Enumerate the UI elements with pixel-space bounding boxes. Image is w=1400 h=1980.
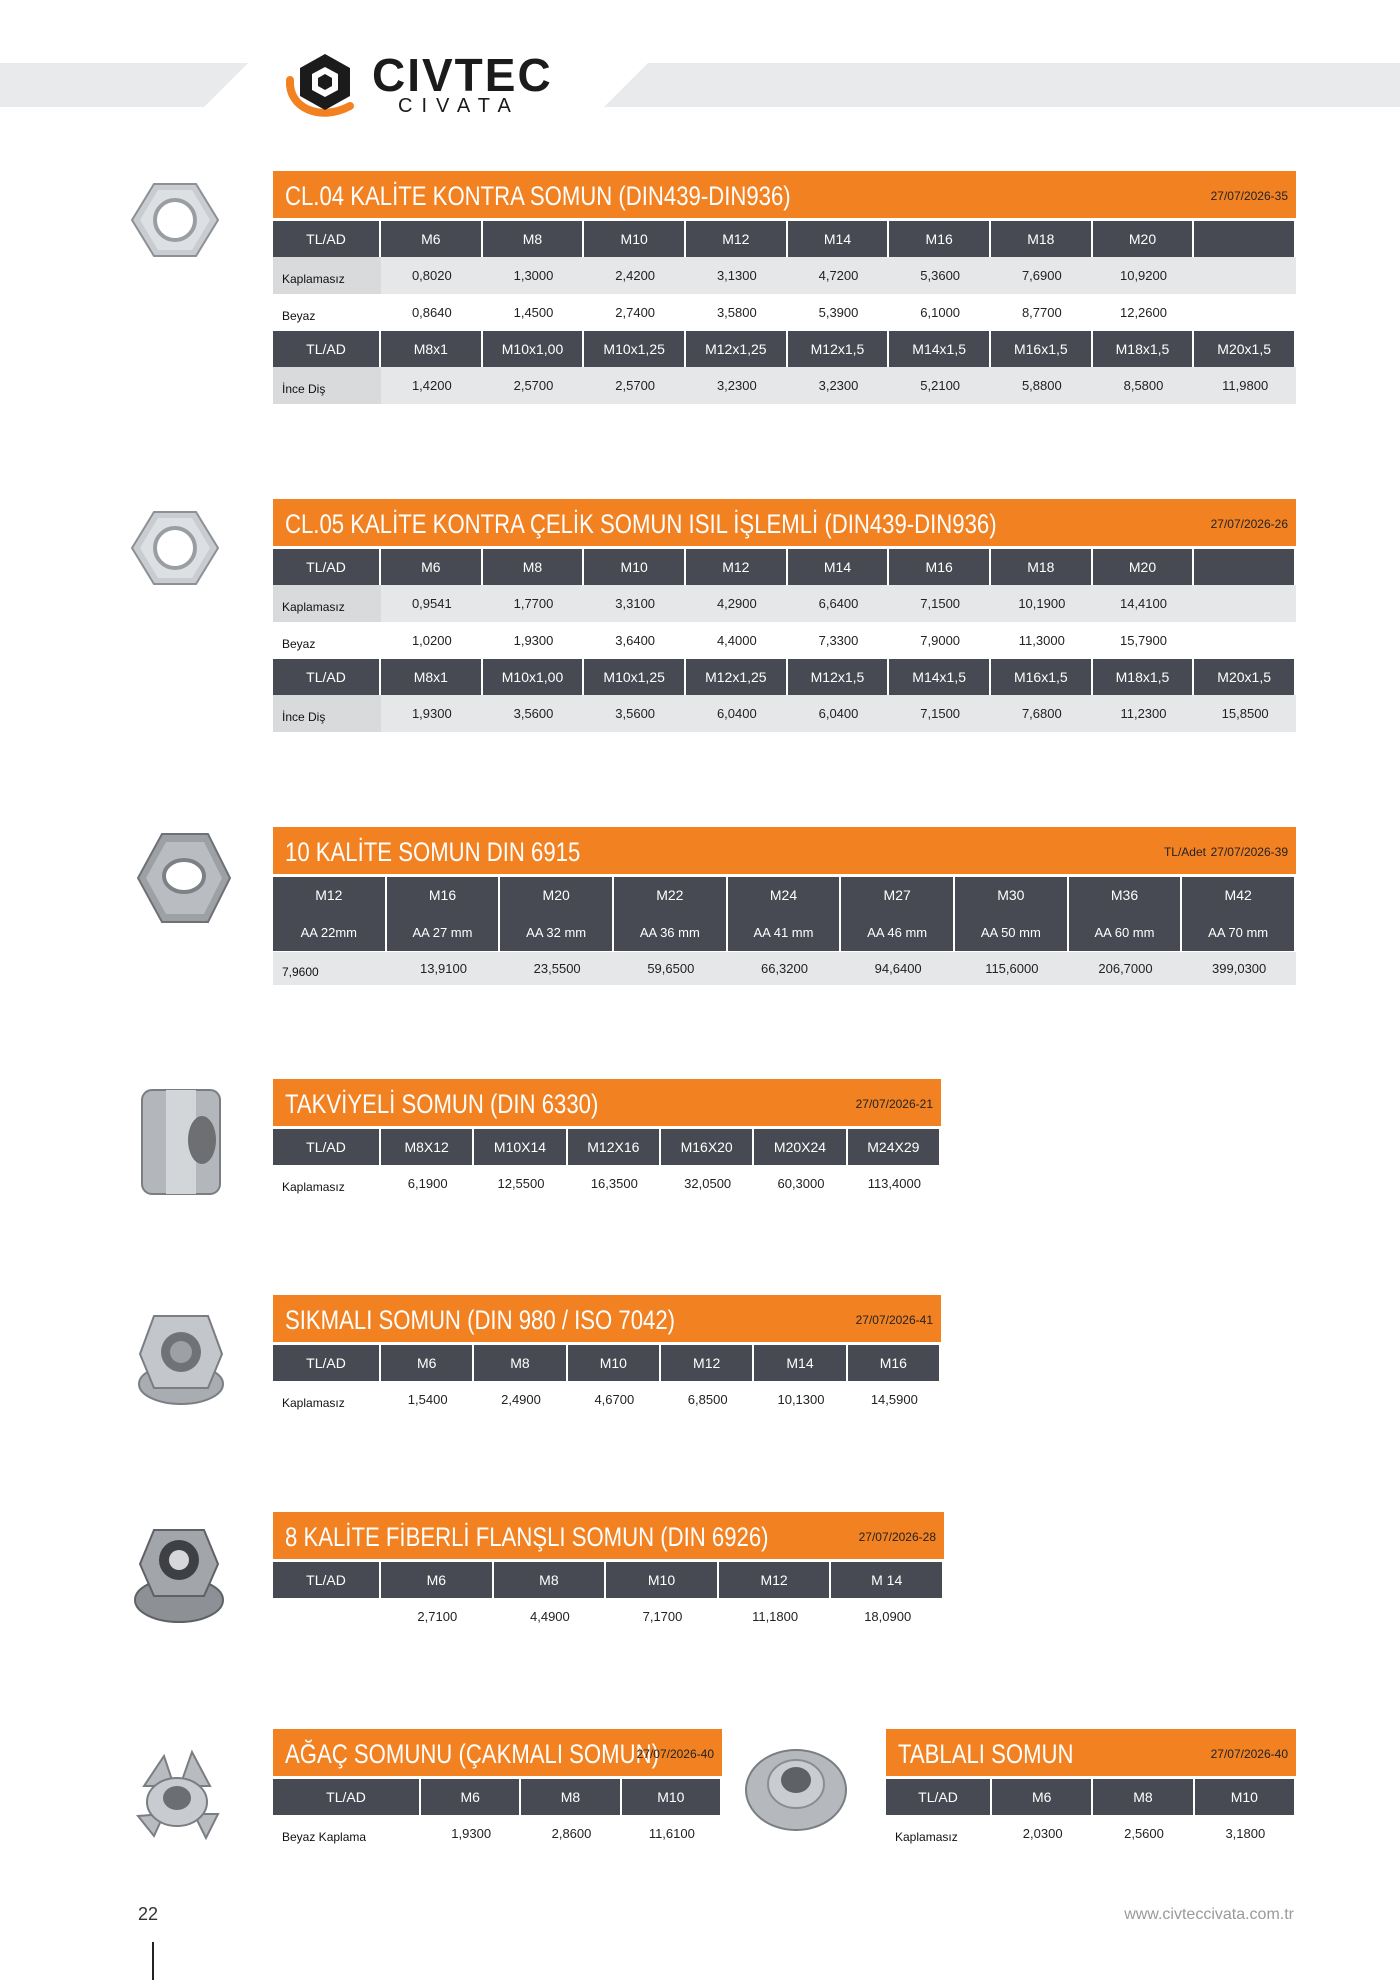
table-header-cell xyxy=(1194,221,1296,257)
row-label: Beyaz Kaplama xyxy=(282,1829,367,1844)
table-header-cell: TL/AD xyxy=(273,1129,381,1165)
price-cell: 18,0900 xyxy=(864,1609,912,1624)
page-number: 22 xyxy=(138,1904,159,1924)
table-header-cell: M12X16 xyxy=(568,1129,661,1165)
price-cell: 6,0400 xyxy=(686,695,788,732)
section-banner xyxy=(273,1295,941,1345)
price-cell: 32,0500 xyxy=(684,1176,732,1191)
header-stripe-left xyxy=(0,63,248,107)
price-cell: 0,8020 xyxy=(381,257,483,294)
row-label: Kaplamasız xyxy=(282,1179,345,1194)
price-cell: 206,7000 xyxy=(1069,951,1183,985)
table-header-cell: M12x1,5 xyxy=(788,659,890,695)
table-header-cell: M6 xyxy=(381,221,483,257)
price-table xyxy=(273,1779,722,1852)
table-header-cell: M8 xyxy=(483,221,585,257)
hex-nut-icon xyxy=(134,828,234,928)
price-cell: 1,3000 xyxy=(483,257,585,294)
logo-icon xyxy=(280,50,370,122)
table-header-cell: M8 xyxy=(494,1562,607,1598)
price-cell: 1,4500 xyxy=(513,305,554,320)
table-header-cell: M18x1,5 xyxy=(1093,659,1195,695)
section-title: TABLALI SOMUN xyxy=(898,1739,1074,1769)
section-cl05-kontra-celik-somun xyxy=(273,499,1296,732)
table-header-cell: M10 xyxy=(584,221,686,257)
table-header-cell: M8 xyxy=(521,1779,621,1815)
table-header-cell: M10x1,25 xyxy=(584,331,686,367)
table-header-cell: M8 xyxy=(483,549,585,585)
price-cell: 60,3000 xyxy=(777,1176,825,1191)
table-header-cell: TL/AD xyxy=(273,1345,381,1381)
price-cell: 7,3300 xyxy=(818,633,859,648)
price-cell: 15,8500 xyxy=(1194,695,1296,732)
table-header-cell: M6 xyxy=(992,1779,1093,1815)
price-cell: 7,9000 xyxy=(920,633,961,648)
price-cell: 3,6400 xyxy=(615,633,656,648)
section-cl04-kontra-somun xyxy=(273,171,1296,404)
table-header-cell: M12x1,25 xyxy=(686,331,788,367)
table-header-cell: TL/AD xyxy=(273,659,381,695)
nylon-flange-nut-icon xyxy=(134,1516,224,1628)
footer-divider xyxy=(152,1942,154,1980)
plate-nut-icon xyxy=(744,1740,848,1832)
row-label: Kaplamasız xyxy=(273,585,381,622)
price-cell xyxy=(1194,585,1296,622)
price-cell: 15,7900 xyxy=(1119,633,1167,648)
table-header-cell: M10x1,00 xyxy=(483,659,585,695)
website-link[interactable]: www.civteccivata.com.tr xyxy=(1124,1906,1294,1923)
table-header-cell: M12 xyxy=(273,877,387,913)
price-cell: 7,6800 xyxy=(991,695,1093,732)
table-header-cell: M14x1,5 xyxy=(889,331,991,367)
table-header-cell: M16x1,5 xyxy=(991,659,1093,695)
table-header-cell: TL/AD xyxy=(273,331,381,367)
table-header-cell: M12 xyxy=(719,1562,832,1598)
table-header-cell: M20 xyxy=(500,877,614,913)
price-cell: 4,4900 xyxy=(530,1609,570,1624)
price-cell: 5,8800 xyxy=(991,367,1093,404)
price-cell: 3,2300 xyxy=(788,367,890,404)
price-cell: 10,1900 xyxy=(991,585,1093,622)
table-header-cell: TL/AD xyxy=(273,1779,421,1815)
price-cell: 66,3200 xyxy=(728,951,842,985)
price-cell: 1,7700 xyxy=(483,585,585,622)
table-header-cell xyxy=(1194,549,1296,585)
price-cell: 2,4200 xyxy=(584,257,686,294)
price-cell: 59,6500 xyxy=(614,951,728,985)
table-header-cell: AA 27 mm xyxy=(387,913,501,951)
price-cell: 1,9300 xyxy=(381,695,483,732)
price-cell: 6,1900 xyxy=(407,1176,448,1191)
price-cell: 5,3600 xyxy=(889,257,991,294)
price-cell: 5,2100 xyxy=(889,367,991,404)
price-cell: 11,2300 xyxy=(1093,695,1195,732)
price-table xyxy=(273,1345,941,1418)
section-banner xyxy=(886,1729,1296,1779)
table-header-cell: AA 46 mm xyxy=(841,913,955,951)
price-table xyxy=(273,1562,944,1635)
row-label: Kaplamasız xyxy=(895,1829,958,1844)
section-title: CL.04 KALİTE KONTRA SOMUN (DIN439-DIN936) xyxy=(285,181,791,211)
section-title: 8 KALİTE FİBERLİ FLANŞLI SOMUN (DIN 6926) xyxy=(285,1522,769,1552)
table-header-cell: M18 xyxy=(991,549,1093,585)
price-table xyxy=(273,221,1296,404)
table-header-cell: M8 xyxy=(474,1345,567,1381)
price-cell: 2,5700 xyxy=(584,367,686,404)
section-unit: TL/Adet xyxy=(1163,845,1206,859)
table-header-cell: M 14 xyxy=(831,1562,944,1598)
row-label: Kaplamasız xyxy=(273,257,381,294)
table-header-cell: M18x1,5 xyxy=(1093,331,1195,367)
price-cell: 4,4000 xyxy=(716,633,757,648)
section-fiberli-flansli-somun xyxy=(273,1512,944,1635)
price-cell: 8,7700 xyxy=(1021,305,1062,320)
table-header-cell: M8X12 xyxy=(381,1129,474,1165)
table-header-cell: M24X29 xyxy=(848,1129,941,1165)
table-header-cell: M20X24 xyxy=(754,1129,847,1165)
section-title: AĞAÇ SOMUNU (ÇAKMALI SOMUN) xyxy=(285,1739,659,1769)
price-cell: 4,6700 xyxy=(594,1392,635,1407)
table-header-cell: M24 xyxy=(728,877,842,913)
price-cell: 12,5500 xyxy=(497,1176,545,1191)
price-cell: 10,1300 xyxy=(777,1392,825,1407)
price-cell: 4,2900 xyxy=(686,585,788,622)
price-cell: 6,1000 xyxy=(920,305,961,320)
price-cell xyxy=(1194,622,1296,659)
row-label: Beyaz xyxy=(282,636,316,651)
price-cell: 7,6900 xyxy=(991,257,1093,294)
table-header-cell: M14 xyxy=(754,1345,847,1381)
table-header-cell: AA 50 mm xyxy=(955,913,1069,951)
table-header-cell: AA 32 mm xyxy=(500,913,614,951)
table-header-cell: AA 70 mm xyxy=(1182,913,1296,951)
section-takviyeli-somun xyxy=(273,1079,941,1202)
section-code: 27/07/2026-41 xyxy=(855,1313,933,1327)
table-header-cell: M6 xyxy=(381,1562,494,1598)
table-header-cell: TL/AD xyxy=(273,1562,381,1598)
table-header-cell: M14x1,5 xyxy=(889,659,991,695)
price-cell: 2,5600 xyxy=(1124,1826,1164,1841)
section-title: SIKMALI SOMUN (DIN 980 / ISO 7042) xyxy=(285,1305,676,1335)
table-header-cell: M12 xyxy=(686,549,788,585)
table-header-cell: AA 22mm xyxy=(273,913,387,951)
table-header-cell: M14 xyxy=(788,221,890,257)
table-header-cell: M27 xyxy=(841,877,955,913)
section-sikmali-somun xyxy=(273,1295,941,1418)
table-header-cell: M30 xyxy=(955,877,1069,913)
price-cell: 12,2600 xyxy=(1119,305,1167,320)
price-cell: 8,5800 xyxy=(1093,367,1195,404)
price-cell: 113,4000 xyxy=(867,1176,921,1191)
table-header-cell: M16 xyxy=(889,549,991,585)
hex-thin-nut-icon xyxy=(130,180,220,260)
section-banner xyxy=(273,499,1296,549)
table-header-cell: M10 xyxy=(622,1779,722,1815)
table-header-cell: M8x1 xyxy=(381,331,483,367)
price-cell xyxy=(1194,257,1296,294)
section-title: TAKVİYELİ SOMUN (DIN 6330) xyxy=(285,1089,599,1119)
reinforced-nut-icon xyxy=(136,1080,226,1202)
table-header-cell: M12 xyxy=(661,1345,754,1381)
row-label: İnce Diş xyxy=(273,695,381,732)
section-title: CL.05 KALİTE KONTRA ÇELİK SOMUN ISIL İŞLEMLİ (DIN439-DIN936) xyxy=(285,509,997,539)
price-table xyxy=(273,549,1296,732)
price-cell: 2,7100 xyxy=(417,1609,458,1624)
table-header-cell: M14 xyxy=(788,549,890,585)
table-header-cell: M42 xyxy=(1182,877,1296,913)
price-cell: 1,0200 xyxy=(411,633,452,648)
price-cell: 11,6100 xyxy=(648,1826,695,1841)
price-cell: 3,2300 xyxy=(686,367,788,404)
section-title: 10 KALİTE SOMUN DIN 6915 xyxy=(285,837,581,867)
row-label: Beyaz xyxy=(282,308,316,323)
table-header-cell: M20x1,5 xyxy=(1194,659,1296,695)
table-header-cell: M20 xyxy=(1093,221,1195,257)
table-header-cell: M10 xyxy=(1195,1779,1296,1815)
table-header-cell: AA 36 mm xyxy=(614,913,728,951)
table-header-cell: M10 xyxy=(584,549,686,585)
price-cell: 2,7400 xyxy=(615,305,656,320)
table-header-cell: M12 xyxy=(686,221,788,257)
table-header-cell: M10x1,25 xyxy=(584,659,686,695)
table-header-cell: M12x1,5 xyxy=(788,331,890,367)
table-header-cell: M10X14 xyxy=(474,1129,567,1165)
price-cell: 0,9541 xyxy=(381,585,483,622)
price-cell: 5,3900 xyxy=(818,305,859,320)
section-banner xyxy=(273,827,1296,877)
price-cell: 3,1300 xyxy=(686,257,788,294)
price-cell: 2,5700 xyxy=(483,367,585,404)
table-header-cell: M22 xyxy=(614,877,728,913)
price-cell xyxy=(1194,294,1296,331)
price-cell: 3,5800 xyxy=(716,305,757,320)
section-code: 27/07/2026-39 xyxy=(1210,845,1288,859)
section-code: 27/07/2026-40 xyxy=(1210,1747,1288,1761)
price-cell: 3,1800 xyxy=(1225,1826,1266,1841)
table-header-cell: M36 xyxy=(1069,877,1183,913)
price-cell: 10,9200 xyxy=(1093,257,1195,294)
price-cell: 2,8600 xyxy=(551,1826,592,1841)
price-cell: 94,6400 xyxy=(841,951,955,985)
row-label: Kaplamasız xyxy=(282,1395,345,1410)
price-cell: 6,6400 xyxy=(788,585,890,622)
table-header-cell: M16 xyxy=(848,1345,941,1381)
brand-subtitle: CIVATA xyxy=(398,95,520,117)
table-header-cell: M12x1,25 xyxy=(686,659,788,695)
section-code: 27/07/2026-35 xyxy=(1210,189,1288,203)
price-cell: 1,9300 xyxy=(513,633,554,648)
price-cell: 13,9100 xyxy=(387,951,501,985)
brand-name: CIVTEC xyxy=(372,49,553,101)
table-header-cell: M10x1,00 xyxy=(483,331,585,367)
row-label xyxy=(273,1598,381,1635)
table-header-cell: M10 xyxy=(568,1345,661,1381)
section-code: 27/07/2026-40 xyxy=(636,1747,714,1761)
section-banner xyxy=(273,1729,722,1779)
price-cell: 14,5900 xyxy=(870,1392,918,1407)
price-cell: 115,6000 xyxy=(955,951,1069,985)
table-header-cell: M20 xyxy=(1093,549,1195,585)
price-cell: 1,4200 xyxy=(381,367,483,404)
table-header-cell: M16x1,5 xyxy=(991,331,1093,367)
table-header-cell: M20x1,5 xyxy=(1194,331,1296,367)
price-cell: 3,5600 xyxy=(483,695,585,732)
table-header-cell: TL/AD xyxy=(886,1779,992,1815)
price-cell: 3,5600 xyxy=(584,695,686,732)
section-code: 27/07/2026-21 xyxy=(855,1097,933,1111)
table-header-cell: AA 60 mm xyxy=(1069,913,1183,951)
section-code: 27/07/2026-26 xyxy=(1210,517,1288,531)
section-banner xyxy=(273,171,1296,221)
row-label: İnce Diş xyxy=(273,367,381,404)
table-header-cell: M6 xyxy=(421,1779,521,1815)
brand-logo xyxy=(280,50,560,122)
hex-thin-nut-icon xyxy=(130,508,220,588)
price-cell: 6,0400 xyxy=(788,695,890,732)
section-banner xyxy=(273,1512,944,1562)
price-cell: 11,3000 xyxy=(1018,633,1065,648)
price-cell: 1,9300 xyxy=(451,1826,492,1841)
table-header-cell: TL/AD xyxy=(273,221,381,257)
price-cell: 3,3100 xyxy=(584,585,686,622)
table-header-cell: M18 xyxy=(991,221,1093,257)
table-header-cell: AA 41 mm xyxy=(728,913,842,951)
table-header-cell: M8x1 xyxy=(381,659,483,695)
price-cell: 2,0300 xyxy=(1022,1826,1063,1841)
table-header-cell: M16X20 xyxy=(661,1129,754,1165)
price-cell: 1,5400 xyxy=(407,1392,448,1407)
price-cell: 4,7200 xyxy=(788,257,890,294)
section-code: 27/07/2026-28 xyxy=(858,1530,936,1544)
price-cell: 16,3500 xyxy=(590,1176,638,1191)
section-agac-somunu xyxy=(273,1729,722,1852)
price-cell: 23,5500 xyxy=(500,951,614,985)
price-table xyxy=(273,877,1296,985)
price-table xyxy=(273,1129,941,1202)
price-cell: 2,4900 xyxy=(501,1392,541,1407)
price-cell: 7,1700 xyxy=(642,1609,683,1624)
table-header-cell: TL/AD xyxy=(273,549,381,585)
price-table xyxy=(886,1779,1296,1852)
price-cell: 11,1800 xyxy=(752,1609,799,1624)
price-cell: 6,8500 xyxy=(687,1392,728,1407)
tee-nut-icon xyxy=(134,1736,220,1842)
price-cell: 7,9600 xyxy=(273,951,387,985)
section-tablali-somun xyxy=(886,1729,1296,1852)
section-banner xyxy=(273,1079,941,1129)
section-10-kalite-somun xyxy=(273,827,1296,985)
price-cell: 11,9800 xyxy=(1194,367,1296,404)
price-cell: 7,1500 xyxy=(889,695,991,732)
table-header-cell: M8 xyxy=(1093,1779,1194,1815)
table-header-cell: M10 xyxy=(606,1562,719,1598)
price-cell: 0,8640 xyxy=(411,305,452,320)
price-cell: 7,1500 xyxy=(889,585,991,622)
price-cell: 399,0300 xyxy=(1182,951,1296,985)
table-header-cell: M6 xyxy=(381,1345,474,1381)
table-header-cell: M16 xyxy=(889,221,991,257)
header-stripe-right xyxy=(604,63,1400,107)
table-header-cell: M6 xyxy=(381,549,483,585)
price-cell: 14,4100 xyxy=(1093,585,1195,622)
flange-nut-icon xyxy=(136,1304,226,1412)
table-header-cell: M16 xyxy=(387,877,501,913)
